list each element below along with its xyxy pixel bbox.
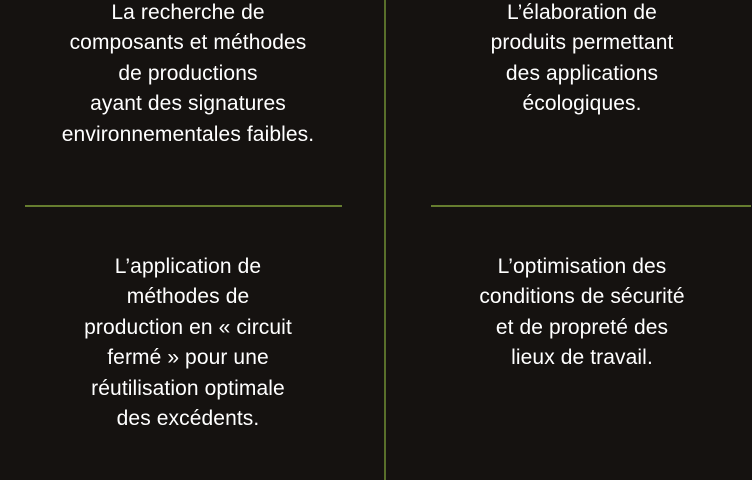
commitment-bottom-left-text: L’application de méthodes de production en « circuit fermé » pour une réutilisation optimale des excédents. [84, 255, 292, 431]
horizontal-divider-left [25, 205, 342, 207]
commitment-top-left-text: La recherche de composants et méthodes de productions ayant des signatures environnementales faibles. [61, 1, 315, 146]
commitment-top-right-text: L’élaboration de produits permettant des applications écologiques. [490, 1, 674, 116]
commitment-bottom-right-text: L’optimisation des conditions de sécurité et de propreté des lieux de travail. [479, 255, 685, 370]
vertical-divider [384, 0, 386, 480]
horizontal-divider-right [431, 205, 751, 207]
